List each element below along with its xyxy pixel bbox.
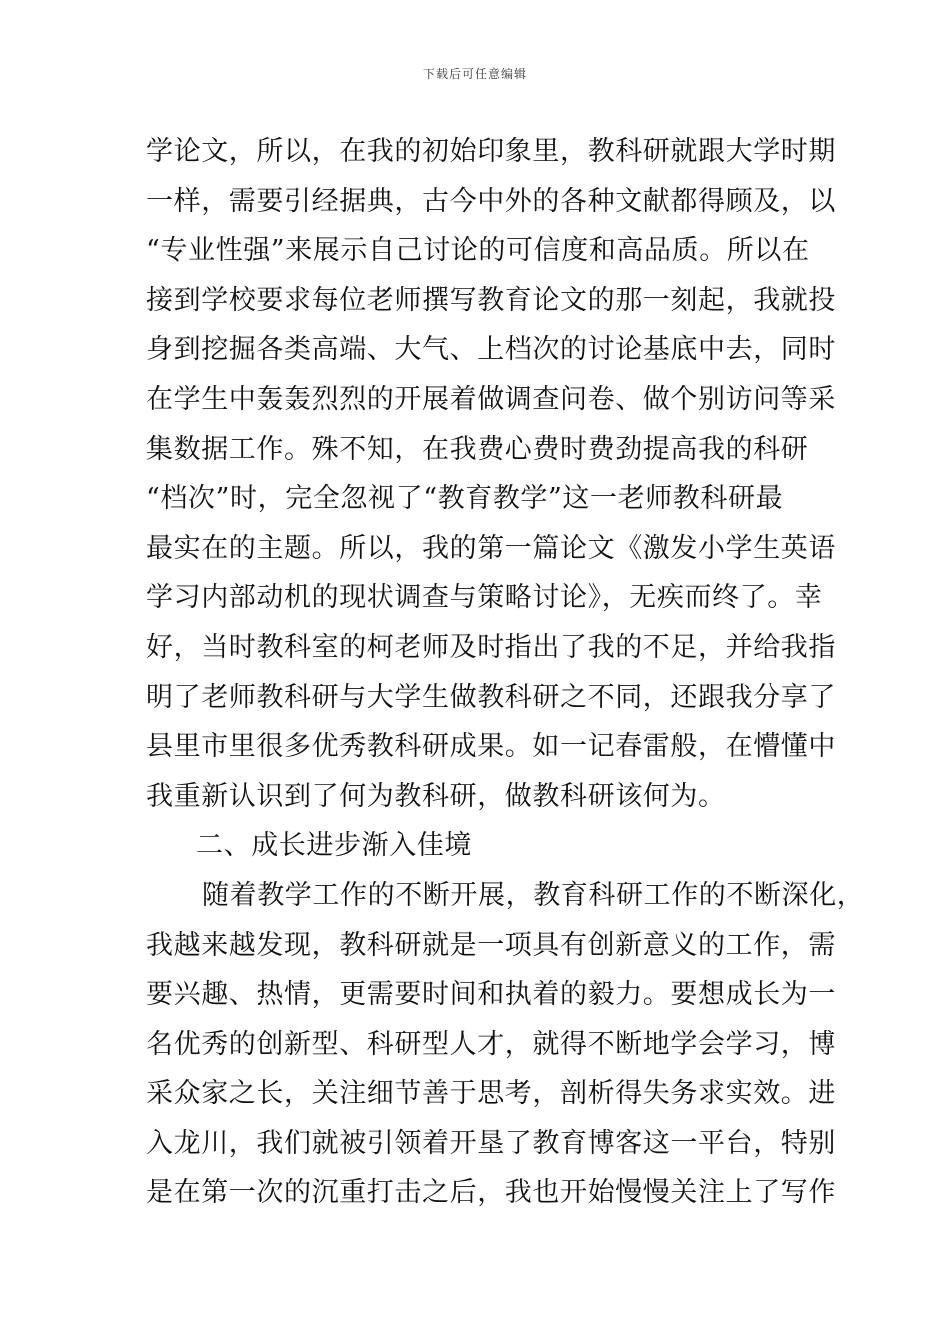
text-line: 学论文，所以，在我的初始印象里，教科研就跟大学时期 (146, 136, 836, 167)
text-line: 采众家之长，关注细节善于思考，剖析得失务求实效。进 (146, 1078, 836, 1110)
text-line: 我越来越发现，教科研就是一项具有创新意义的工作，需 (146, 929, 836, 961)
text-line: “档次”时，完全忽视了“教育教学”这一老师教科研最 (146, 483, 784, 515)
text-line: 要兴趣、热情，更需要时间和执着的毅力。要想成长为一 (146, 979, 836, 1011)
text-line: 好，当时教科室的柯老师及时指出了我的不足，并给我指 (146, 631, 836, 663)
text-line: 一样，需要引经据典，古今中外的各种文献都得顾及，以 (146, 185, 836, 217)
text-line: 接到学校要求每位老师撰写教育论文的那一刻起，我就投 (146, 284, 836, 316)
text-line: 最实在的主题。所以，我的第一篇论文《激发小学生英语 (146, 532, 836, 564)
text-line: 身到挖掘各类高端、大气、上档次的讨论基底中去，同时 (146, 334, 836, 366)
text-line: “专业性强”来展示自己讨论的可信度和高品质。所以在 (146, 235, 810, 267)
section-heading: 二、成长进步渐入佳境 (196, 830, 472, 862)
text-line: 明了老师教科研与大学生做教科研之不同，还跟我分享了 (146, 681, 836, 713)
text-line: 学习内部动机的现状调查与策略讨论》，无疾而终了。幸 (146, 582, 823, 614)
text-line: 我重新认识到了何为教科研，做教科研该何为。 (146, 780, 726, 812)
page-header: 下载后可任意编辑 (422, 67, 527, 81)
text-line: 名优秀的创新型、科研型人才，就得不断地学会学习，博 (146, 1028, 836, 1060)
document-body (146, 127, 865, 1218)
text-line: 是在第一次的沉重打击之后，我也开始慢慢关注上了写作 (146, 1177, 836, 1209)
text-line: 随着教学工作的不断开展，教育科研工作的不断深化， (202, 879, 865, 911)
text-line: 县里市里很多优秀教科研成果。如一记春雷般，在懵懂中 (146, 731, 836, 763)
text-line: 入龙川，我们就被引领着开垦了教育博客这一平台，特别 (146, 1127, 836, 1159)
text-line: 在学生中轰轰烈烈的开展着做调查问卷、做个别访问等采 (146, 383, 836, 415)
text-line: 集数据工作。殊不知，在我费心费时费劲提高我的科研 (146, 433, 809, 465)
